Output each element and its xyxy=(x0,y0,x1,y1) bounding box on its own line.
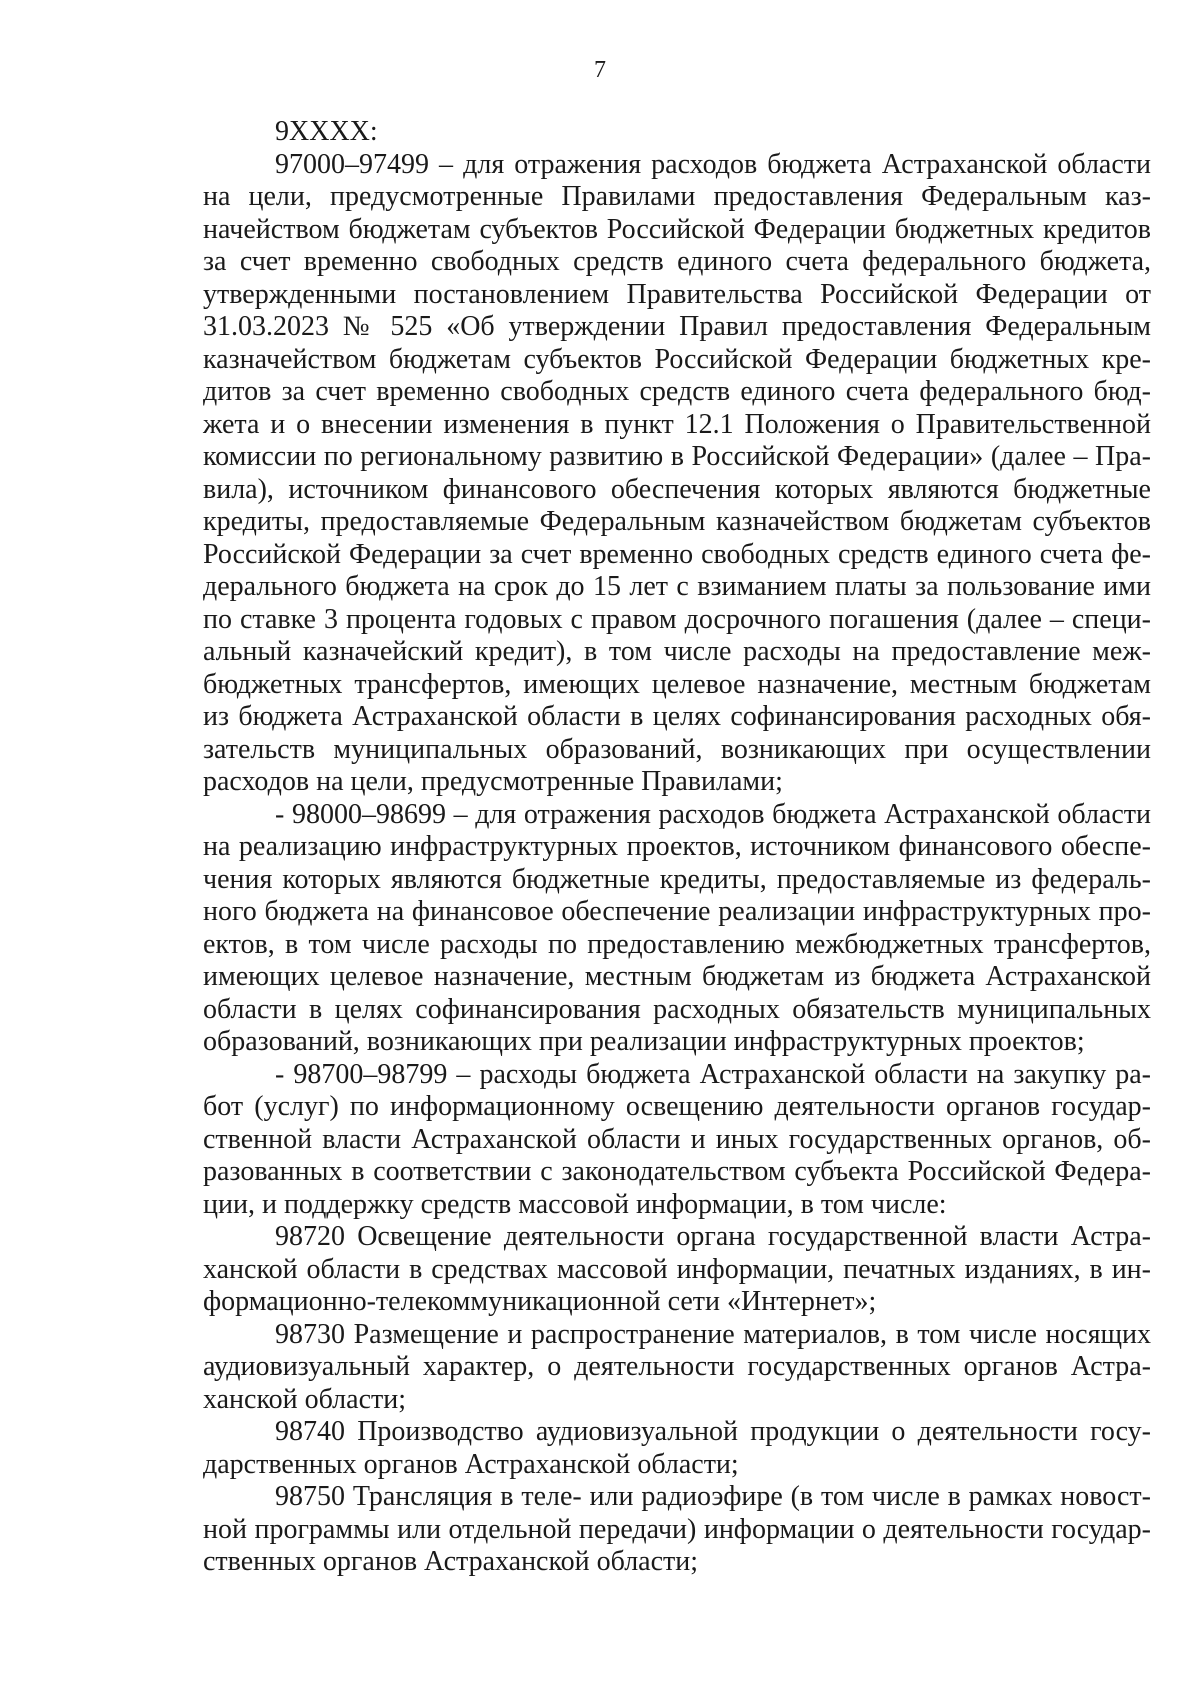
section-heading: 9XXXX: xyxy=(275,116,378,147)
paragraph-98750: 98750 Трансляция в теле- или радиоэфире (в том числе в рамках новостной программы или отдельной передачи) информации о деятельности государственных органов Астраханской области; xyxy=(203,1481,1151,1577)
paragraph-98000: - 98000–98699 – для отражения расходов бюджета Астраханской области на реализацию инфраструктурных проектов, источником финансового обеспечения которых являются бюджетные кредиты, предоставляемые из федерального бюджета на финансовое обеспечение реализации инфраструктурных проектов, в том числе расходы по предоставлению межбюджетных трансфертов, имеющих целевое назначение, местным бюджетам из бюджета Астраханской области в целях софинансирования расходных обязательств муниципальных образований, возникающих при реализации инфраструктурных проектов; xyxy=(203,798,1151,1057)
paragraph-98720: 98720 Освещение деятельности органа государственной власти Астраханской области в средствах массовой информации, печатных изданиях, в информационно-телекоммуникационной сети «Интернет»; xyxy=(203,1221,1151,1317)
paragraph-98740: 98740 Производство аудиовизуальной продукции о деятельности государственных органов Астраханской области; xyxy=(203,1416,1151,1480)
paragraph-98730: 98730 Размещение и распространение материалов, в том числе носящих аудиовизуальный характер, о деятельности государственных органов Астраханской области; xyxy=(203,1318,1151,1415)
page-number: 7 xyxy=(594,57,606,83)
paragraph-97000: 97000–97499 – для отражения расходов бюджета Астраханской области на цели, предусмотренные Правилами предоставления Федеральным казначейством бюджетам субъектов Российской Федерации бюджетных кредитов за счет временно свободных средств единого счета федерального бюджета, утвержденными постановлением Правительства Российской Федерации от 31.03.2023 № 525 «Об утверждении Правил предоставления Федеральным казначейством бюджетам субъектов Российской Федерации бюджетных кредитов за счет временно свободных средств единого счета федерального бюджета и о внесении изменения в пункт 12.1 Положения о Правительственной комиссии по региональному развитию в Российской Федерации» (далее – Правила), источником финансового обеспечения которых являются бюджетные кредиты, предоставляемые Федеральным казначейством бюджетам субъектов Российской Федерации за счет временно свободных средств единого счета федерального бюджета на срок до 15 лет с взиманием платы за пользование ими по ставке 3 процента годовых с правом досрочного погашения (далее – специальный казначейский кредит), в том числе расходы на предоставление межбюджетных трансфертов, имеющих целевое назначение, местным бюджетам из бюджета Астраханской области в целях софинансирования расходных обязательств муниципальных образований, возникающих при осуществлении расходов на цели, предусмотренные Правилами; xyxy=(203,148,1151,797)
document-body xyxy=(203,116,1151,1579)
paragraph-98700: - 98700–98799 – расходы бюджета Астраханской области на закупку работ (услуг) по информационному освещению деятельности органов государственной власти Астраханской области и иных государственных органов, образованных в соответствии с законодательством субъекта Российской Федерации, и поддержку средств массовой информации, в том числе: xyxy=(203,1058,1151,1220)
